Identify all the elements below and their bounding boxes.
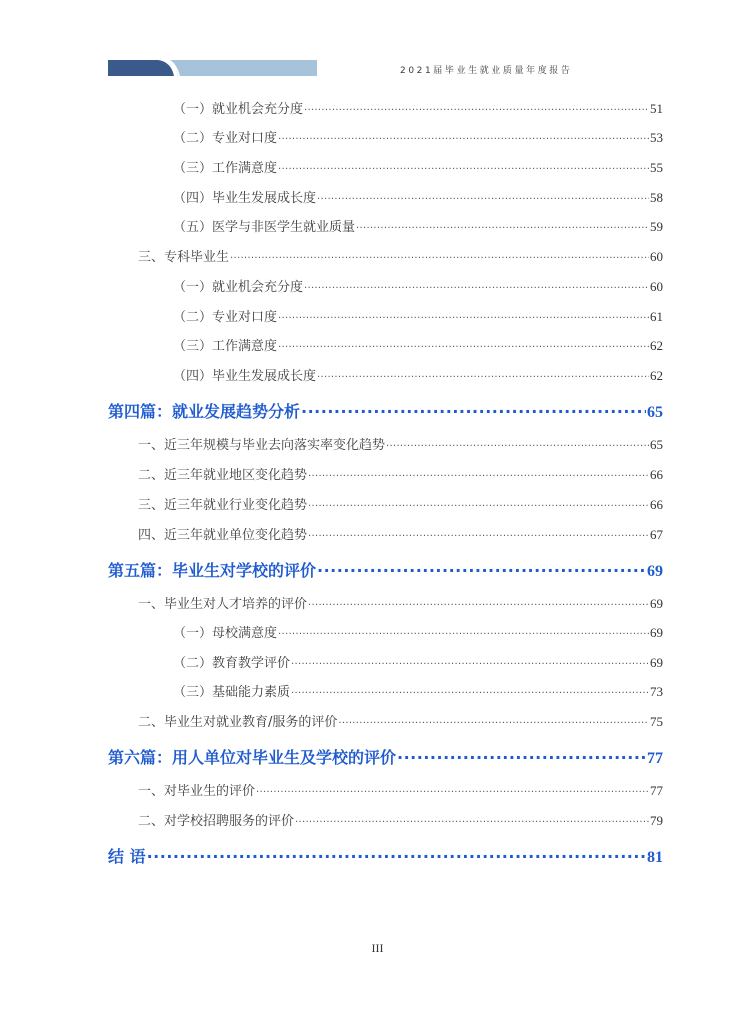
toc-entry-page: 73 (650, 684, 663, 699)
toc-entry-label: 第五篇：毕业生对学校的评价 (108, 561, 317, 580)
toc-entry-page: 69 (650, 596, 663, 611)
toc-leader-dots (278, 311, 649, 321)
header-decoration (108, 60, 317, 76)
toc-entry[interactable] (138, 810, 663, 829)
toc-entry[interactable] (173, 187, 663, 206)
toc-entry-label: 第四篇：就业发展趋势分析 (108, 402, 301, 421)
toc-leader-dots (147, 846, 646, 862)
toc-entry-page: 58 (650, 190, 663, 205)
toc-entry-page: 65 (650, 437, 663, 452)
toc-leader-dots (386, 439, 649, 449)
toc-entry-label: 三、近三年就业行业变化趋势 (138, 498, 308, 513)
toc-entry-page: 65 (647, 404, 663, 421)
toc-entry-page: 55 (650, 160, 663, 175)
toc-leader-dots (278, 162, 649, 172)
toc-entry-page: 66 (650, 497, 663, 512)
toc-chapter-entry[interactable] (108, 399, 663, 422)
toc-entry-page: 59 (650, 219, 663, 234)
toc-entry-label: 二、对学校招聘服务的评价 (138, 814, 295, 829)
toc-entry[interactable] (173, 276, 663, 295)
toc-entry-page: 77 (650, 783, 663, 798)
toc-entry-label: 一、近三年规模与毕业去向落实率变化趋势 (138, 438, 386, 453)
toc-entry[interactable] (173, 622, 663, 641)
toc-leader-dots (301, 401, 646, 417)
toc-entry-page: 51 (650, 101, 663, 116)
toc-entry-label: （一）就业机会充分度 (173, 280, 304, 295)
toc-leader-dots (356, 221, 649, 231)
toc-entry-page: 69 (647, 563, 663, 580)
toc-entry-label: 三、专科毕业生 (138, 250, 230, 265)
toc-entry-page: 75 (650, 714, 663, 729)
toc-entry[interactable] (138, 464, 663, 483)
toc-entry-label: 一、毕业生对人才培养的评价 (138, 597, 308, 612)
toc-leader-dots (317, 192, 649, 202)
toc-entry[interactable] (138, 780, 663, 799)
toc-leader-dots (295, 815, 649, 825)
toc-entry-page: 77 (647, 750, 663, 767)
toc-entry-label: （二）教育教学评价 (173, 656, 291, 671)
toc-leader-dots (291, 657, 649, 667)
toc-entry[interactable] (138, 434, 663, 453)
toc-entry[interactable] (138, 246, 663, 265)
toc-entry-label: （三）基础能力素质 (173, 685, 291, 700)
toc-entry-label: （五）医学与非医学生就业质量 (173, 220, 356, 235)
toc-entry-label: （二）专业对口度 (173, 131, 278, 146)
toc-entry[interactable] (138, 593, 663, 612)
toc-entry-page: 69 (650, 625, 663, 640)
toc-leader-dots (338, 716, 649, 726)
toc-chapter-entry[interactable] (108, 745, 663, 768)
toc-entry-label: （三）工作满意度 (173, 161, 278, 176)
report-title: 2021届毕业生就业质量年度报告 (400, 66, 573, 76)
toc-entry[interactable] (173, 127, 663, 146)
toc-entry-page: 66 (650, 467, 663, 482)
toc-leader-dots (291, 686, 649, 696)
toc-entry-label: 第六篇：用人单位对毕业生及学校的评价 (108, 748, 397, 767)
toc-leader-dots (308, 469, 649, 479)
toc-leader-dots (317, 560, 646, 576)
toc-leader-dots (317, 370, 649, 380)
toc-entry-page: 69 (650, 655, 663, 670)
toc-entry-label: 二、毕业生对就业教育/服务的评价 (138, 715, 338, 730)
toc-chapter-entry[interactable] (108, 558, 663, 581)
toc-entry[interactable] (173, 306, 663, 325)
toc-entry-label: 一、对毕业生的评价 (138, 784, 256, 799)
toc-leader-dots (308, 529, 649, 539)
toc-entry[interactable] (173, 365, 663, 384)
toc-entry-label: （一）就业机会充分度 (173, 102, 304, 117)
toc-entry[interactable] (173, 335, 663, 354)
toc-entry[interactable] (138, 711, 663, 730)
toc-entry[interactable] (138, 524, 663, 543)
toc-entry-page: 62 (650, 368, 663, 383)
toc-leader-dots (278, 132, 649, 142)
toc-entry[interactable] (173, 652, 663, 671)
toc-entry-page: 81 (647, 849, 663, 866)
toc-entry-page: 53 (650, 130, 663, 145)
toc-leader-dots (304, 281, 649, 291)
toc-entry[interactable] (173, 681, 663, 700)
toc-entry-page: 60 (650, 279, 663, 294)
toc-entry[interactable] (173, 216, 663, 235)
toc-leader-dots (304, 103, 649, 113)
toc-entry-label: 结 语 (108, 847, 146, 866)
toc-entry-label: （二）专业对口度 (173, 310, 278, 325)
toc-entry-label: （四）毕业生发展成长度 (173, 369, 317, 384)
toc-entry-page: 67 (650, 527, 663, 542)
toc-entry-label: 四、近三年就业单位变化趋势 (138, 528, 308, 543)
toc-entry[interactable] (173, 98, 663, 117)
toc-leader-dots (230, 251, 649, 261)
toc-entry-label: 二、近三年就业地区变化趋势 (138, 468, 308, 483)
toc-leader-dots (256, 785, 649, 795)
toc-entry-label: （四）毕业生发展成长度 (173, 191, 317, 206)
toc-leader-dots (278, 340, 649, 350)
toc-entry-label: （一）母校满意度 (173, 626, 278, 641)
page-number: III (371, 941, 384, 955)
toc-entry-page: 79 (650, 813, 663, 828)
toc-leader-dots (308, 598, 649, 608)
toc-leader-dots (278, 627, 649, 637)
toc-entry-label: （三）工作满意度 (173, 339, 278, 354)
toc-chapter-entry[interactable] (108, 844, 663, 867)
toc-entry-page: 61 (650, 309, 663, 324)
toc-entry[interactable] (173, 157, 663, 176)
toc-leader-dots (397, 747, 646, 763)
toc-entry-page: 62 (650, 338, 663, 353)
toc-entry[interactable] (138, 494, 663, 513)
header-bar-light (170, 60, 317, 76)
toc-entry-page: 60 (650, 249, 663, 264)
toc-leader-dots (308, 499, 649, 509)
